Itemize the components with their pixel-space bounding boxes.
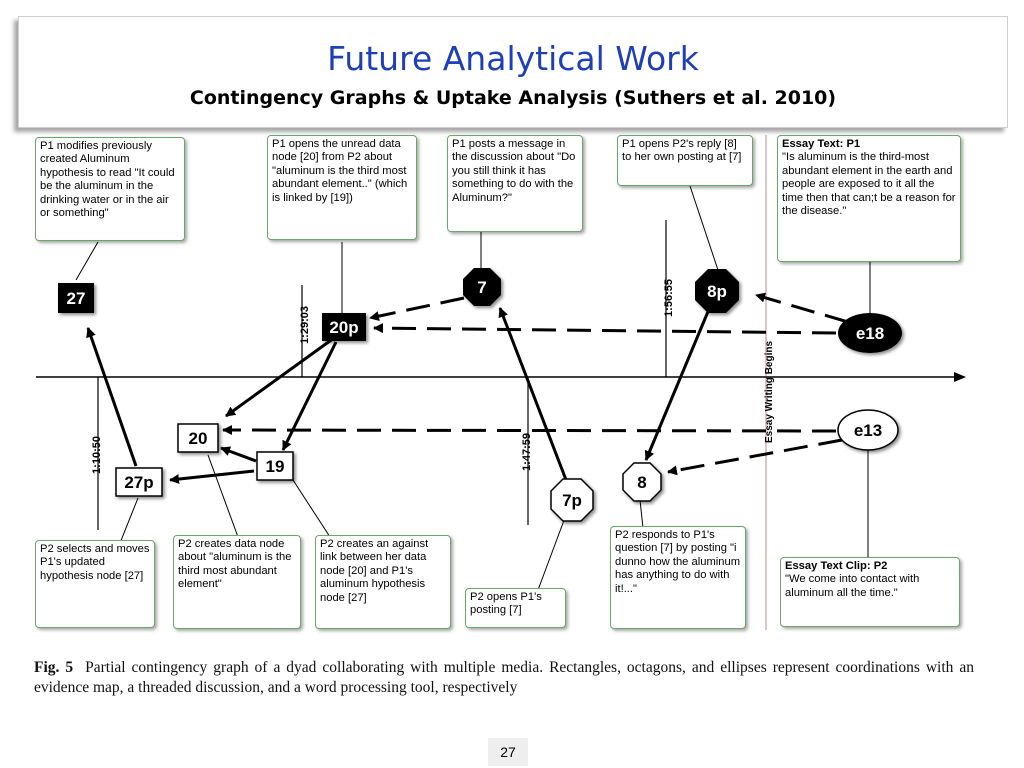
page-number: 27 [488, 738, 528, 766]
node-7 [463, 268, 501, 306]
leader-a10 [640, 500, 643, 528]
caption-label: Fig. 5 [34, 659, 74, 676]
node-e13-label: e13 [853, 421, 883, 440]
node-8p-label: 8p [707, 282, 727, 301]
annotation-p1-modifies-text: P1 modifies previously created Aluminum hypothesis to read "It could be the aluminum in the drinking water or in the air or something" [40, 140, 175, 220]
annotation-p1-posts-text: P1 posts a message in the discussion about "Do you still think it has something to do with the Aluminum?" [452, 138, 576, 204]
annotation-p2-creates-node [173, 535, 301, 629]
node-20-label: 20 [188, 429, 208, 448]
arrow-19-to-20 [221, 448, 256, 461]
annotation-p1-opens-reply [617, 135, 753, 186]
annotation-p1-opens-node-text: P1 opens the unread data node [20] from P2 about "aluminum is the third most abundant element.." (which is linked by [19]) [272, 138, 408, 204]
annotation-essay-text-p1-body: "Is aluminum is the third-most abundant element in the earth and people are exposed to it all the time then that can;t be a reason for the disease." [782, 151, 956, 218]
annotation-essay-clip-p2-title: Essay Text Clip: P2 [785, 560, 888, 572]
annotation-p2-opens-posting-text: P2 opens P1's posting [7] [470, 591, 542, 617]
annotation-p1-posts [447, 135, 583, 232]
arrow-8p-to-8 [646, 302, 712, 460]
dashed-e18-to-20p [374, 328, 836, 333]
annotation-p2-selects [35, 540, 155, 628]
leader-a4 [690, 186, 718, 270]
annotation-p1-modifies [35, 137, 185, 241]
annotation-essay-clip-p2-body: "We come into contact with aluminum all the time." [785, 573, 920, 599]
dashed-e13-to-20 [223, 430, 836, 431]
annotation-essay-clip-p2 [780, 557, 960, 627]
node-7p-label: 7p [562, 491, 582, 510]
annotation-p2-responds [610, 526, 746, 629]
annotation-p2-responds-text: P2 responds to P1's question [7] by posting "i dunno how the aluminum has anything to do with it!..." [615, 529, 741, 595]
node-e13 [838, 410, 898, 450]
annotation-essay-text-p1-title: Essay Text: P1 [782, 138, 861, 150]
dashed-7-to-20p [370, 298, 464, 318]
caption-text: Partial contingency graph of a dyad collaborating with multiple media. Rectangles, octagons, and ellipses represent coordinations with an evidence map, a threaded discussion, and a word processing tool, respectively [34, 659, 975, 696]
leader-a1 [76, 242, 98, 280]
arrow-19-to-27p [170, 471, 254, 480]
node-8 [623, 463, 661, 501]
timeline-arrowhead [954, 372, 966, 382]
annotation-p2-creates-node-text: P2 creates data node about "aluminum is the third most abundant element" [178, 538, 292, 591]
slide-title: Future Analytical Work [327, 39, 699, 78]
node-7-label: 7 [477, 278, 487, 297]
leader-a9 [538, 515, 566, 590]
arrow-20p-to-19 [283, 342, 336, 450]
node-27p-label: 27p [124, 473, 154, 492]
node-27-label: 27 [66, 289, 86, 308]
contingency-graph-figure [18, 130, 1008, 635]
node-27p [116, 468, 162, 496]
node-19 [257, 452, 293, 480]
node-19-label: 19 [265, 457, 285, 476]
annotation-p2-selects-text: P2 selects and moves P1's updated hypothesis node [27] [40, 543, 150, 582]
annotation-p2-creates-link [315, 535, 451, 629]
node-20 [178, 424, 218, 452]
time-label-2: 1:56:55 [663, 279, 675, 317]
annotation-p1-opens-node [267, 135, 417, 240]
node-8-label: 8 [637, 473, 647, 492]
node-e18-label: e18 [855, 324, 885, 343]
dashed-e18-to-8p [756, 295, 848, 322]
essay-writing-label: Essay Writing Begins [764, 340, 775, 444]
time-label-3: 1:10:50 [91, 436, 103, 474]
node-20p-label: 20p [329, 318, 359, 337]
node-20p [322, 313, 366, 341]
time-label-1: 1:29:03 [299, 306, 311, 344]
leader-a8 [293, 480, 330, 537]
leader-a7 [208, 455, 238, 537]
node-8p [695, 269, 739, 313]
annotation-p2-creates-link-text: P2 creates an against link between her data node [20] and P1's aluminum hypothesis node [27] [320, 538, 429, 604]
annotation-p1-opens-reply-text: P1 opens P2's reply [8] to her own posting at [7] [622, 138, 742, 164]
time-label-4: 1:47:59 [521, 433, 533, 471]
figure-caption [34, 658, 974, 697]
node-27 [58, 283, 94, 313]
node-7p [551, 479, 593, 521]
title-box [18, 16, 1008, 128]
annotation-essay-text-p1 [777, 135, 961, 262]
annotation-p2-opens-posting [465, 588, 566, 628]
node-e18 [838, 313, 902, 353]
slide-subtitle: Contingency Graphs & Uptake Analysis (Suthers et al. 2010) [189, 87, 837, 109]
dashed-e13-to-8 [668, 440, 842, 472]
arrow-7p-to-7 [500, 308, 568, 485]
